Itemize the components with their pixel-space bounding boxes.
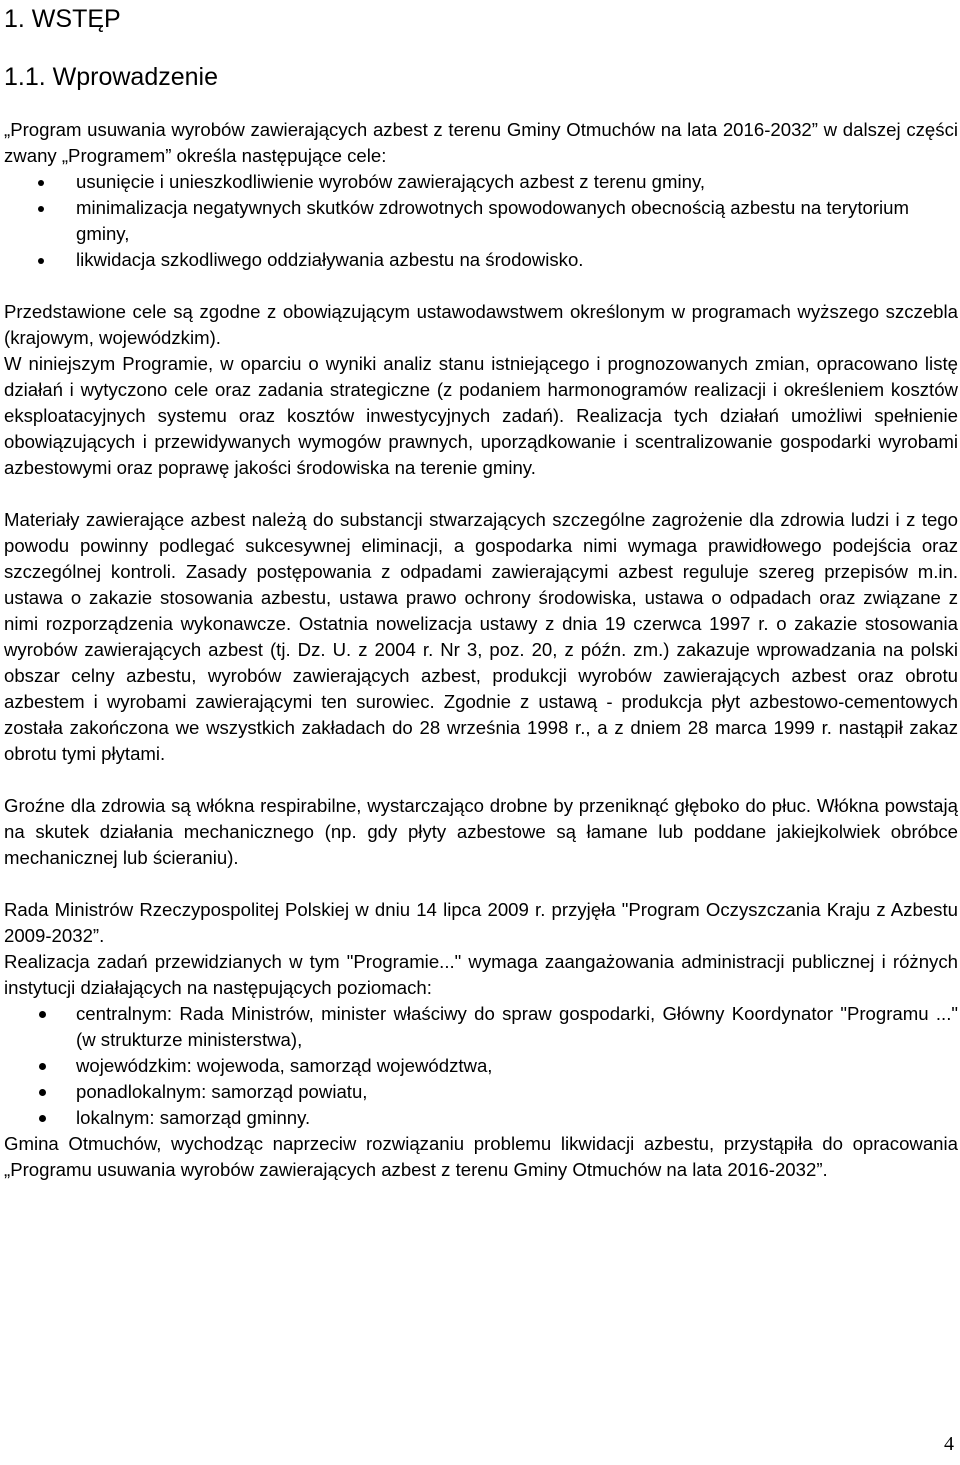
compliance-paragraph: Przedstawione cele są zgodne z obowiązującym ustawodawstwem określonym w programach wyższego szczebla (krajowym, wojewódzkim). (4, 301, 958, 348)
section-heading: 1.1. Wprowadzenie (4, 63, 219, 91)
list-item: minimalizacja negatywnych skutków zdrowotnych spowodowanych obecnością azbestu na terytorium gminy, (76, 195, 958, 247)
list-item: usunięcie i unieszkodliwienie wyrobów zawierających azbest z terenu gminy, (76, 169, 958, 195)
intro-paragraph: „Program usuwania wyrobów zawierających azbest z terenu Gminy Otmuchów na lata 2016-2032” w dalszej części zwany „Programem” określa następujące cele: (4, 119, 958, 166)
chapter-heading: 1. WSTĘP (4, 5, 121, 33)
levels-list (4, 1001, 958, 1131)
list-item: lokalnym: samorząd gminny. (76, 1105, 958, 1131)
page-number: 4 (944, 1433, 954, 1455)
goals-list (4, 169, 958, 273)
health-paragraph: Groźne dla zdrowia są włókna respirabilne, wystarczająco drobne by przeniknąć głęboko do płuc. Włókna powstają na skutek działania mechanicznego (np. gdy płyty azbestowe są łamane lub poddane jakiejkolwiek obróbce mechanicznej lub ścieraniu). (4, 795, 958, 868)
list-item: centralnym: Rada Ministrów, minister właściwy do spraw gospodarki, Główny Koordynator "Programu ..." (w strukturze ministerstwa), (76, 1001, 958, 1053)
list-item: ponadlokalnym: samorząd powiatu, (76, 1079, 958, 1105)
list-item: likwidacja szkodliwego oddziaływania azbestu na środowisko. (76, 247, 958, 273)
gmina-paragraph: Gmina Otmuchów, wychodząc naprzeciw rozwiązaniu problemu likwidacji azbestu, przystąpiła do opracowania „Programu usuwania wyrobów zawierających azbest z terenu Gminy Otmuchów na lata 2016-2032”. (4, 1133, 958, 1180)
realization-paragraph: Realizacja zadań przewidzianych w tym "Programie..." wymaga zaangażowania administracji publicznej i różnych instytucji działających na następujących poziomach: (4, 951, 958, 998)
program-paragraph: W niniejszym Programie, w oparciu o wyniki analiz stanu istniejącego i prognozowanych zmian, opracowano listę działań i wytyczono cele oraz zadania strategiczne (z podaniem harmonogramów realizacji i określeniem kosztów eksploatacyjnych systemu oraz kosztów inwestycyjnych zadań). Realizacja tych działań umożliwi spełnienie obowiązujących i przewidywanych wymogów prawnych, uporządkowanie i scentralizowanie gospodarki wyrobami azbestowymi oraz poprawę jakości środowiska na terenie gminy. (4, 353, 958, 478)
list-item: wojewódzkim: wojewoda, samorząd województwa, (76, 1053, 958, 1079)
materials-paragraph: Materiały zawierające azbest należą do substancji stwarzających szczególne zagrożenie dla zdrowia ludzi i z tego powodu powinny podlegać sukcesywnej eliminacji, a gospodarka nimi wymaga prawidłowego podejścia oraz szczególnej kontroli. Zasady postępowania z odpadami zawierającymi azbest reguluje szereg przepisów m.in. ustawa o zakazie stosowania azbestu, ustawa prawo ochrony środowiska, ustawa o odpadach oraz związane z nimi rozporządzenia wykonawcze. Ostatnia nowelizacja ustawy z dnia 19 czerwca 1997 r. o zakazie stosowania wyrobów zawierających azbest (tj. Dz. U. z 2004 r. Nr 3, poz. 20, z późn. zm.) zakazuje wprowadzania na polski obszar celny azbestu, wyrobów zawierających azbest, produkcji wyrobów zawierających azbest oraz obrotu azbestem i wyrobami zawierającymi ten surowiec. Zgodnie z ustawą - produkcja płyt azbestowo-cementowych została zakończona we wszystkich zakładach do 28 września 1998 r., a z dniem 28 marca 1999 r. nastąpił zakaz obrotu tymi płytami. (4, 509, 958, 764)
document-body (4, 117, 958, 1183)
council-paragraph: Rada Ministrów Rzeczypospolitej Polskiej w dniu 14 lipca 2009 r. przyjęła "Program Oczyszczania Kraju z Azbestu 2009-2032”. (4, 899, 958, 946)
